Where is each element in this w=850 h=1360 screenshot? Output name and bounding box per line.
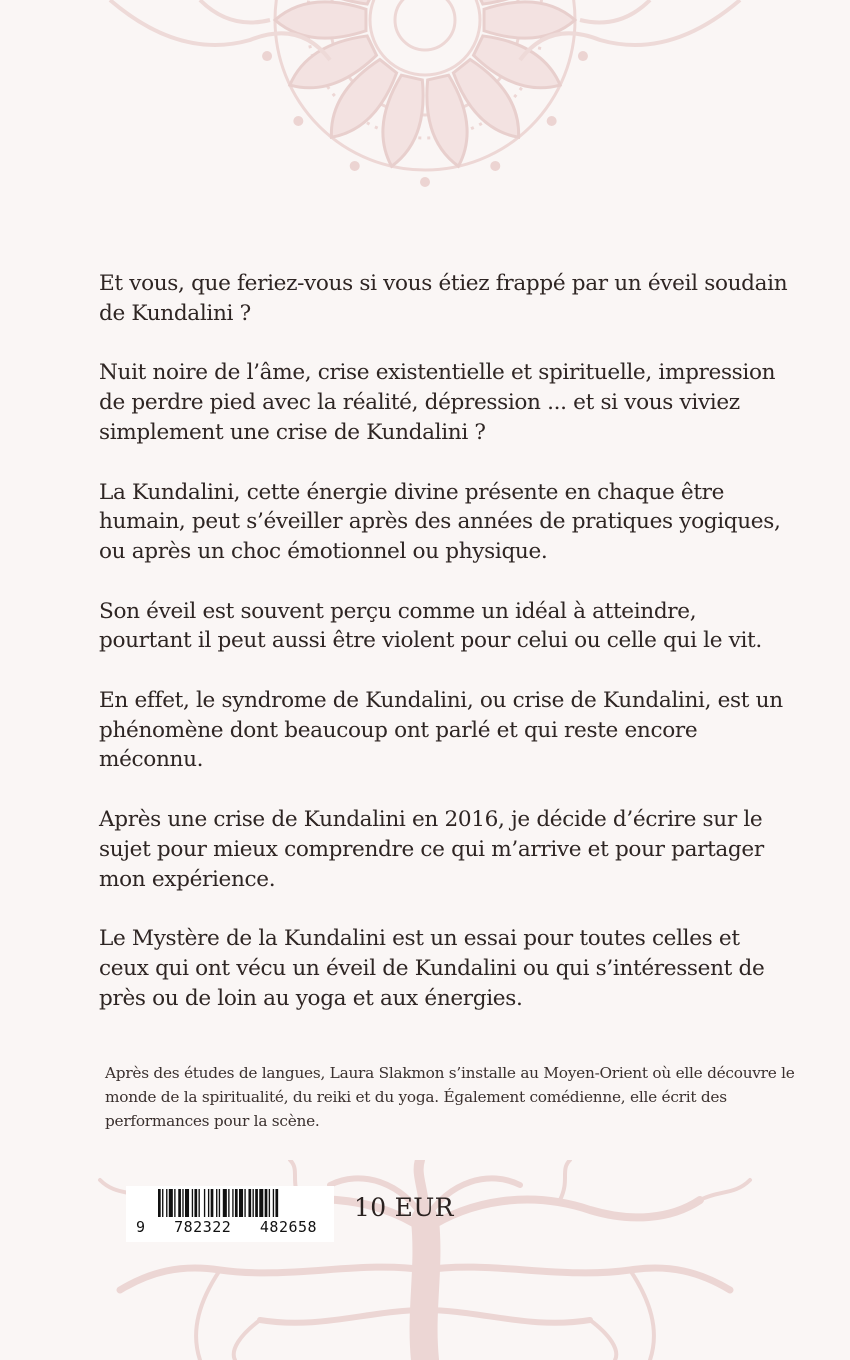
mandala-petal bbox=[290, 0, 377, 4]
barcode-bar bbox=[244, 1189, 245, 1217]
barcode-bar bbox=[216, 1189, 217, 1217]
price: 10 EUR bbox=[354, 1193, 454, 1222]
mandala-dot bbox=[293, 116, 303, 126]
barcode-bar bbox=[228, 1189, 229, 1217]
barcode-bar bbox=[194, 1189, 197, 1217]
barcode-bar bbox=[253, 1189, 254, 1217]
mandala-dot bbox=[490, 161, 500, 171]
mandala-petal bbox=[383, 75, 423, 166]
author-bio: Après des études de langues, Laura Slakmon s’installe au Moyen-Orient où elle découvre le monde de la spiritualité, du reiki et du yoga. Également comédienne, elle écrit des performances pour la scène. bbox=[105, 1064, 795, 1130]
barcode-bar bbox=[182, 1189, 183, 1217]
mandala-petal bbox=[453, 59, 518, 137]
barcode-bar bbox=[259, 1189, 263, 1217]
description-paragraph: Après une crise de Kundalini en 2016, je décide d’écrire sur le sujet pour mieux comprendre ce qui m’arrive et pour partager mon expérience. bbox=[99, 807, 764, 892]
barcode-bar bbox=[239, 1189, 243, 1217]
mandala-dot bbox=[547, 116, 557, 126]
barcode-bar bbox=[174, 1189, 175, 1217]
description-paragraph: Et vous, que feriez-vous si vous étiez frappé par un éveil soudain de Kundalini ? bbox=[99, 271, 788, 326]
description-paragraph: La Kundalini, cette énergie divine présente en chaque être humain, peut s’éveiller après des années de pratiques yogiques, ou après un choc émotionnel ou physique. bbox=[99, 479, 781, 564]
description-paragraph: Son éveil est souvent perçu comme un idéal à atteindre, pourtant il peut aussi être violent pour celui ou celle qui le vit. bbox=[99, 598, 762, 654]
barcode-bar bbox=[199, 1189, 200, 1217]
barcode-bar bbox=[158, 1189, 161, 1217]
description-paragraph: Le Mystère de la Kundalini est un essai pour toutes celles et ceux qui ont vécu un éveil de Kundalini ou qui s’intéressent de près ou de loin au yoga et aux énergies. bbox=[99, 926, 765, 1011]
barcode-bar bbox=[248, 1189, 251, 1217]
mandala-dot bbox=[578, 51, 588, 61]
mandala-dot bbox=[420, 177, 430, 187]
barcode-bar bbox=[204, 1189, 205, 1217]
barcode-bar bbox=[255, 1189, 258, 1217]
mandala-ornament-icon bbox=[0, 0, 850, 210]
barcode-bar bbox=[232, 1189, 233, 1217]
description-paragraph: En effet, le syndrome de Kundalini, ou crise de Kundalini, est un phénomène dont beaucoup ont parlé et qui reste encore méconnu. bbox=[99, 688, 783, 773]
barcode-bar bbox=[169, 1189, 173, 1217]
mandala-petal bbox=[427, 75, 467, 166]
barcode-number: 9 782322 482658 bbox=[136, 1218, 318, 1236]
barcode-bar bbox=[178, 1189, 181, 1217]
mandala-petal bbox=[275, 2, 366, 38]
barcode-bar bbox=[185, 1189, 189, 1217]
barcode-bar bbox=[275, 1189, 278, 1217]
barcode-bar bbox=[273, 1189, 274, 1217]
barcode-bar bbox=[162, 1189, 163, 1217]
barcode-bar bbox=[223, 1189, 227, 1217]
mandala-petal bbox=[474, 0, 561, 4]
mandala-dot bbox=[262, 51, 272, 61]
barcode-bar bbox=[166, 1189, 167, 1217]
barcode-bar bbox=[235, 1189, 238, 1217]
mandala-petal bbox=[331, 59, 396, 137]
mandala-petal bbox=[290, 36, 377, 88]
mandala-petal bbox=[484, 2, 575, 38]
barcode-bar bbox=[208, 1189, 209, 1217]
barcode-bar bbox=[269, 1189, 270, 1217]
barcode-bar bbox=[211, 1189, 214, 1217]
barcode-bar bbox=[265, 1189, 268, 1217]
description bbox=[99, 269, 789, 1043]
barcode bbox=[126, 1186, 334, 1242]
barcode-bar bbox=[192, 1189, 193, 1217]
description-paragraph: Nuit noire de l’âme, crise existentielle et spirituelle, impression de perdre pied avec la réalité, dépression ... et si vous viviez simplement une crise de Kundalini ? bbox=[99, 360, 776, 445]
mandala-dot bbox=[350, 161, 360, 171]
barcode-bar bbox=[219, 1189, 220, 1217]
mandala-petal bbox=[474, 36, 561, 88]
